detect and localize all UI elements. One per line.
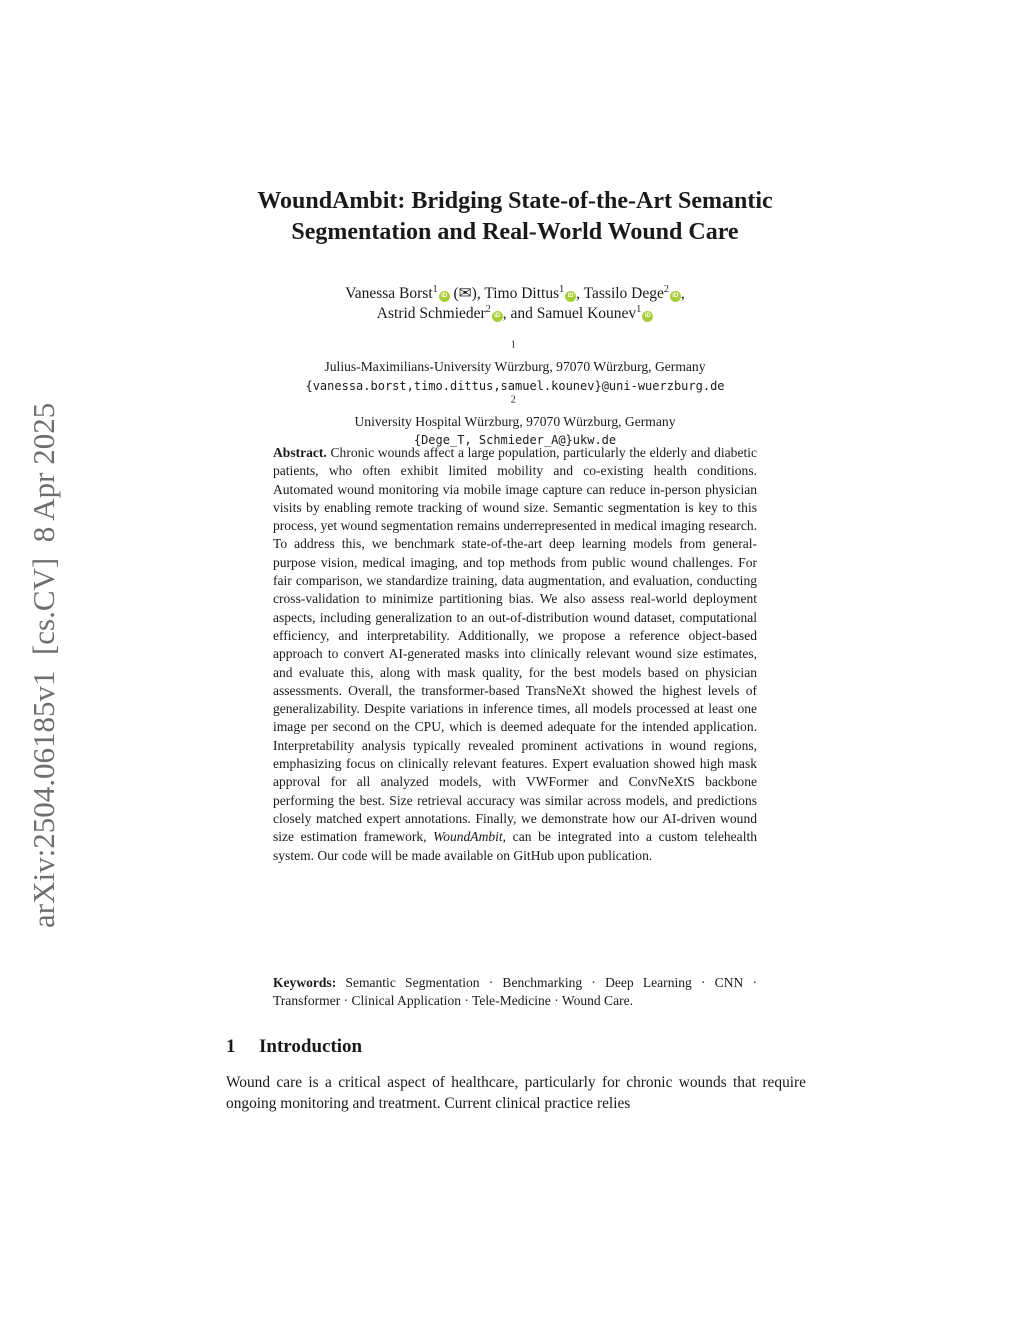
title-line-1: WoundAmbit: Bridging State-of-the-Art Semantic xyxy=(257,188,773,214)
author-name: Astrid Schmieder xyxy=(376,305,486,322)
orcid-icon[interactable]: iD xyxy=(439,291,450,302)
author-separator: , and xyxy=(502,305,537,322)
author-name: Samuel Kounev xyxy=(536,305,637,322)
author-list xyxy=(220,284,810,324)
affiliation-2 xyxy=(240,395,790,432)
affiliation-number: 1 xyxy=(510,339,516,351)
section-heading xyxy=(226,1036,362,1058)
author-affiliation-mark: 1 xyxy=(559,283,565,295)
author-affiliation-mark: 2 xyxy=(485,303,491,315)
introduction-paragraph: Wound care is a critical aspect of healthcare, particularly for chronic wounds that require ongoing monitoring and treatment. Current clinical practice relies xyxy=(226,1074,806,1112)
author-line-2 xyxy=(220,304,810,324)
affiliation-text: Julius-Maximilians-University Würzburg, 97070 Würzburg, Germany xyxy=(324,359,706,375)
corresponding-author-mark: (✉) xyxy=(449,285,477,302)
keywords-text: Semantic Segmentation · Benchmarking · Deep Learning · CNN · Transformer · Clinical Application · Tele-Medicine · Wound Care. xyxy=(273,975,757,1009)
abstract xyxy=(273,444,757,865)
orcid-icon[interactable]: iD xyxy=(670,291,681,302)
author xyxy=(345,285,477,302)
author-affiliation-mark: 1 xyxy=(636,303,642,315)
arxiv-stamp-svg xyxy=(14,362,72,930)
affiliation-2-email[interactable]: {Dege_T, Schmieder_A@}ukw.de xyxy=(413,433,617,448)
title-line-2: Segmentation and Real-World Wound Care xyxy=(291,219,739,245)
abstract-text-end: , can be integrated into a custom telehealth system. Our code will be made available on GitHub upon publication. xyxy=(273,829,757,863)
affiliations xyxy=(240,340,790,450)
affiliation-text: University Hospital Würzburg, 97070 Würzburg, Germany xyxy=(354,414,676,430)
affiliation-1-email[interactable]: {vanessa.borst,timo.dittus,samuel.kounev}@uni-wuerzburg.de xyxy=(305,378,725,393)
abstract-text: Chronic wounds affect a large population, particularly the elderly and diabetic patients, who often exhibit limited mobility and co-existing health conditions. Automated wound monitoring via mobile image capture can reduce in-person physician visits by enabling remote tracking of wound size. Semantic segmentation is key to this process, yet wound segmentation remains underrepresented in medical imaging research. To address this, we benchmark state-of-the-art deep learning models from general-purpose vision, medical imaging, and top methods from public wound challenges. For fair comparison, we standardize training, data augmentation, and evaluation, conducting cross-validation to minimize partitioning bias. We also assess real-world deployment aspects, including generalization to an out-of-distribution wound dataset, computational efficiency, and interpretability. Additionally, we propose a reference object-based approach to convert AI-generated masks into clinically relevant wound size estimates, and evaluate this, along with mask quality, for the best models based on physician assessments. Overall, the transformer-based TransNeXt showed the highest levels of generalizability. Despite variations in inference times, all models processed at least one image per second on the CPU, which is deemed adequate for the intended application. Interpretability analysis typically revealed prominent activations in wound regions, emphasizing focus on clinically relevant features. Expert evaluation showed high mask approval for all analyzed models, with VWFormer and ConvNeXtS backbone performing the best. Size retrieval accuracy was similar across models, and predictions closely matched expert annotations. Finally, we demonstrate how our AI-driven wound size estimation framework, xyxy=(273,445,758,845)
author xyxy=(377,305,503,322)
author-separator: , xyxy=(476,285,481,302)
orcid-icon[interactable]: iD xyxy=(642,311,653,322)
affiliation-1 xyxy=(240,340,790,377)
author xyxy=(484,285,576,302)
orcid-icon[interactable]: iD xyxy=(565,291,576,302)
author-name: Vanessa Borst xyxy=(345,285,433,302)
author-separator: , xyxy=(680,285,685,302)
author-line-1 xyxy=(220,284,810,304)
author-name: Timo Dittus xyxy=(484,285,560,302)
author-name: Tassilo Dege xyxy=(583,285,664,302)
author-separator: , xyxy=(576,285,580,302)
author-affiliation-mark: 1 xyxy=(432,283,438,295)
section-number: 1 xyxy=(226,1036,236,1057)
affiliation-number: 2 xyxy=(510,394,516,406)
arxiv-id-text: arXiv:2504.06185v1 [cs.CV] 8 Apr 2025 xyxy=(26,402,61,928)
author xyxy=(584,285,681,302)
paper-title xyxy=(200,186,830,248)
section-title: Introduction xyxy=(259,1036,363,1057)
abstract-label: Abstract. xyxy=(273,445,327,460)
keywords xyxy=(273,974,757,1011)
author-affiliation-mark: 2 xyxy=(663,283,669,295)
arxiv-identifier-stamp xyxy=(14,362,72,930)
orcid-icon[interactable]: iD xyxy=(492,311,503,322)
author xyxy=(537,305,653,322)
keywords-label: Keywords: xyxy=(273,975,337,990)
framework-name: WoundAmbit xyxy=(433,829,503,845)
